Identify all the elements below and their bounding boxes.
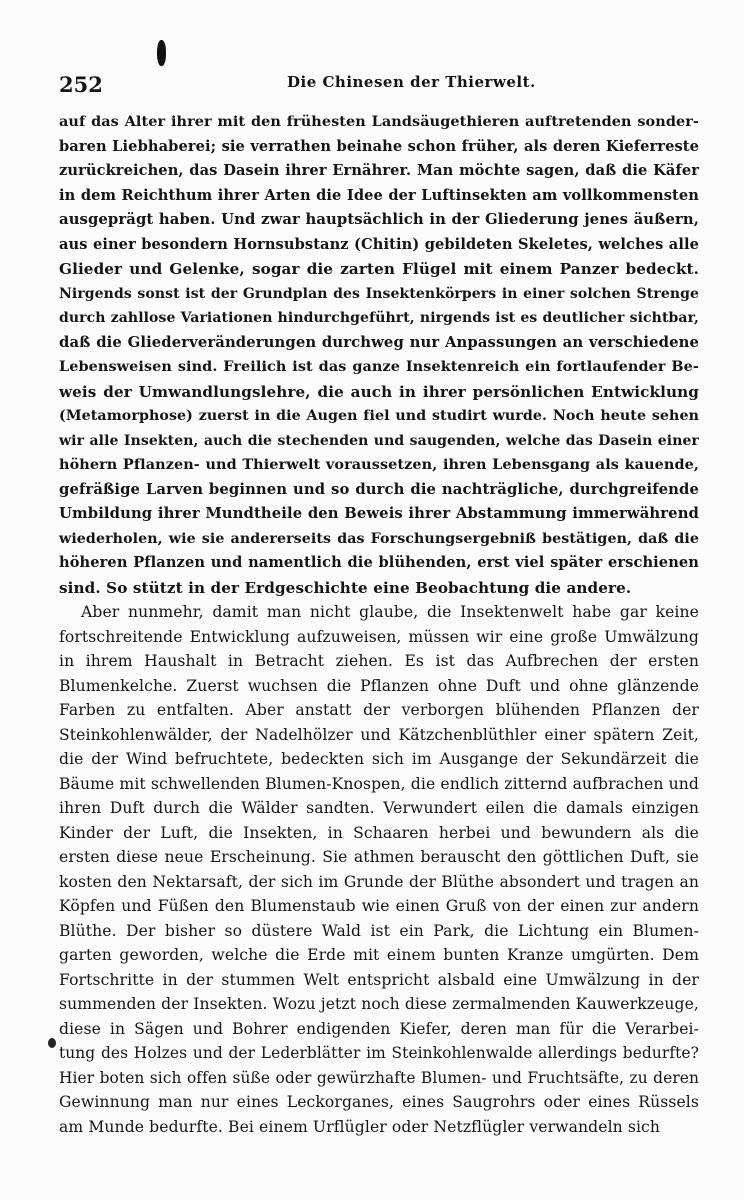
page-number: 252 [59,72,103,97]
text-line: Blüthe. Der bisher so düstere Wald ist ein Park, die Lichtung ein Blumen- [59,921,699,940]
text-line: daß die Gliederveränderungen durchweg nur Anpassungen an verschiedene [59,333,699,351]
text-line: Umbildung ihrer Mundtheile den Beweis ihrer Abstammung immerwährend [59,505,699,522]
text-line: wiederholen, wie sie andererseits das Forschungsergebniß bestätigen, daß die [59,530,699,547]
text-line: Gewinnung man nur eines Leckorganes, eines Saugrohrs oder eines Rüssels [59,1093,699,1111]
page-header [59,70,699,100]
text-line: Steinkohlenwälder, der Nadelhölzer und Kätzchenblüthler einer spätern Zeit, [59,725,699,744]
text-line: baren Liebhaberei; sie verrathen beinahe schon früher, als deren Kieferreste [59,137,699,155]
text-line: auf das Alter ihrer mit den frühesten Landsäugethieren auftretenden sonder- [59,113,699,130]
text-line: fortschreitende Entwicklung aufzuweisen, müssen wir eine große Umwälzung [59,627,699,646]
text-line: ersten diese neue Erscheinung. Sie athmen berauscht den göttlichen Duft, sie [59,848,699,866]
text-line: Blumenkelche. Zuerst wuchsen die Pflanzen ohne Duft und ohne glänzende [59,676,699,695]
text-line: Lebensweisen sind. Freilich ist das ganze Insektenreich ein fortlaufender Be- [59,358,699,375]
text-line: Aber nunmehr, damit man nicht glaube, die Insektenwelt habe gar keine [81,603,699,621]
text-line: garten geworden, welche die Erde mit einem bunten Kranze umgürten. Dem [59,946,699,964]
text-line: Fortschritte in der stummen Welt entspricht alsbald eine Umwälzung in der [59,970,699,989]
paragraph [59,110,699,600]
text-line: sind. So stützt in der Erdgeschichte eine Beobachtung die andere. [59,578,632,597]
ink-blot [157,40,166,66]
text-line: kosten den Nektarsaft, der sich im Grunde der Blüthe absondert und tragen an [59,872,699,891]
ink-dot [48,1038,56,1048]
text-line: Bäume mit schwellenden Blumen-Knospen, die endlich zitternd aufbrachen und [59,774,699,793]
text-line: zurückreichen, das Dasein ihrer Ernährer. Man möchte sagen, daß die Käfer [59,162,699,179]
text-line: in dem Reichthum ihrer Arten die Idee der Luftinsekten am vollkommensten [59,186,699,204]
text-line: tung des Holzes und der Lederblätter im Steinkohlenwalde allerdings bedurfte? [59,1044,699,1062]
text-line: Kinder der Luft, die Insekten, in Schaaren herbei und bewundern als die [59,823,699,842]
text-line: Farben zu entfalten. Aber anstatt der verborgen blühenden Pflanzen der [59,701,699,719]
text-line: weis der Umwandlungslehre, die auch in ihrer persönlichen Entwicklung [59,382,699,401]
text-line: durch zahllose Variationen hindurchgeführt, nirgends ist es deutlicher sichtbar, [59,310,699,326]
running-title: Die Chinesen der Thierwelt. [287,73,536,91]
text-line: aus einer besondern Hornsubstanz (Chitin) gebildeten Skeletes, welches alle [59,235,699,253]
body-text [59,110,699,1139]
text-line: die der Wind befruchtete, bedeckten sich im Ausgange der Sekundärzeit die [59,750,699,768]
text-line: ihren Duft durch die Wälder sandten. Verwundert eilen die damals einzigen [59,799,699,817]
text-line: höheren Pflanzen und namentlich die blühenden, erst viel später erschienen [59,554,699,571]
text-line: Glieder und Gelenke, sogar die zarten Flügel mit einem Panzer bedeckt. [59,260,699,278]
text-line: summenden der Insekten. Wozu jetzt noch diese zermalmenden Kauwerkzeuge, [59,995,699,1013]
paragraph [59,600,699,1139]
text-line: diese in Sägen und Bohrer endigenden Kiefer, deren man für die Verarbei- [59,1019,699,1038]
text-line: höhern Pflanzen- und Thierwelt voraussetzen, ihren Lebensgang als kauende, [59,456,699,473]
text-line: ausgeprägt haben. Und zwar hauptsächlich in der Gliederung jenes äußern, [59,211,699,228]
text-line: gefräßige Larven beginnen und so durch die nachträgliche, durchgreifende [59,480,699,498]
text-line: Köpfen und Füßen den Blumenstaub wie einen Gruß von der einen zur andern [59,897,699,915]
text-line: wir alle Insekten, auch die stechenden und saugenden, welche das Dasein einer [59,432,699,449]
text-line: Nirgends sonst ist der Grundplan des Insektenkörpers in einer solchen Strenge [59,285,699,302]
text-line: (Metamorphose) zuerst in die Augen fiel und studirt wurde. Noch heute sehen [59,408,699,424]
text-line: in ihrem Haushalt in Betracht ziehen. Es ist das Aufbrechen der ersten [59,652,699,670]
text-line: am Munde bedurfte. Bei einem Urflügler oder Netzflügler verwandeln sich [59,1117,661,1136]
text-line: Hier boten sich offen süße oder gewürzhafte Blumen- und Fruchtsäfte, zu deren [59,1068,699,1087]
